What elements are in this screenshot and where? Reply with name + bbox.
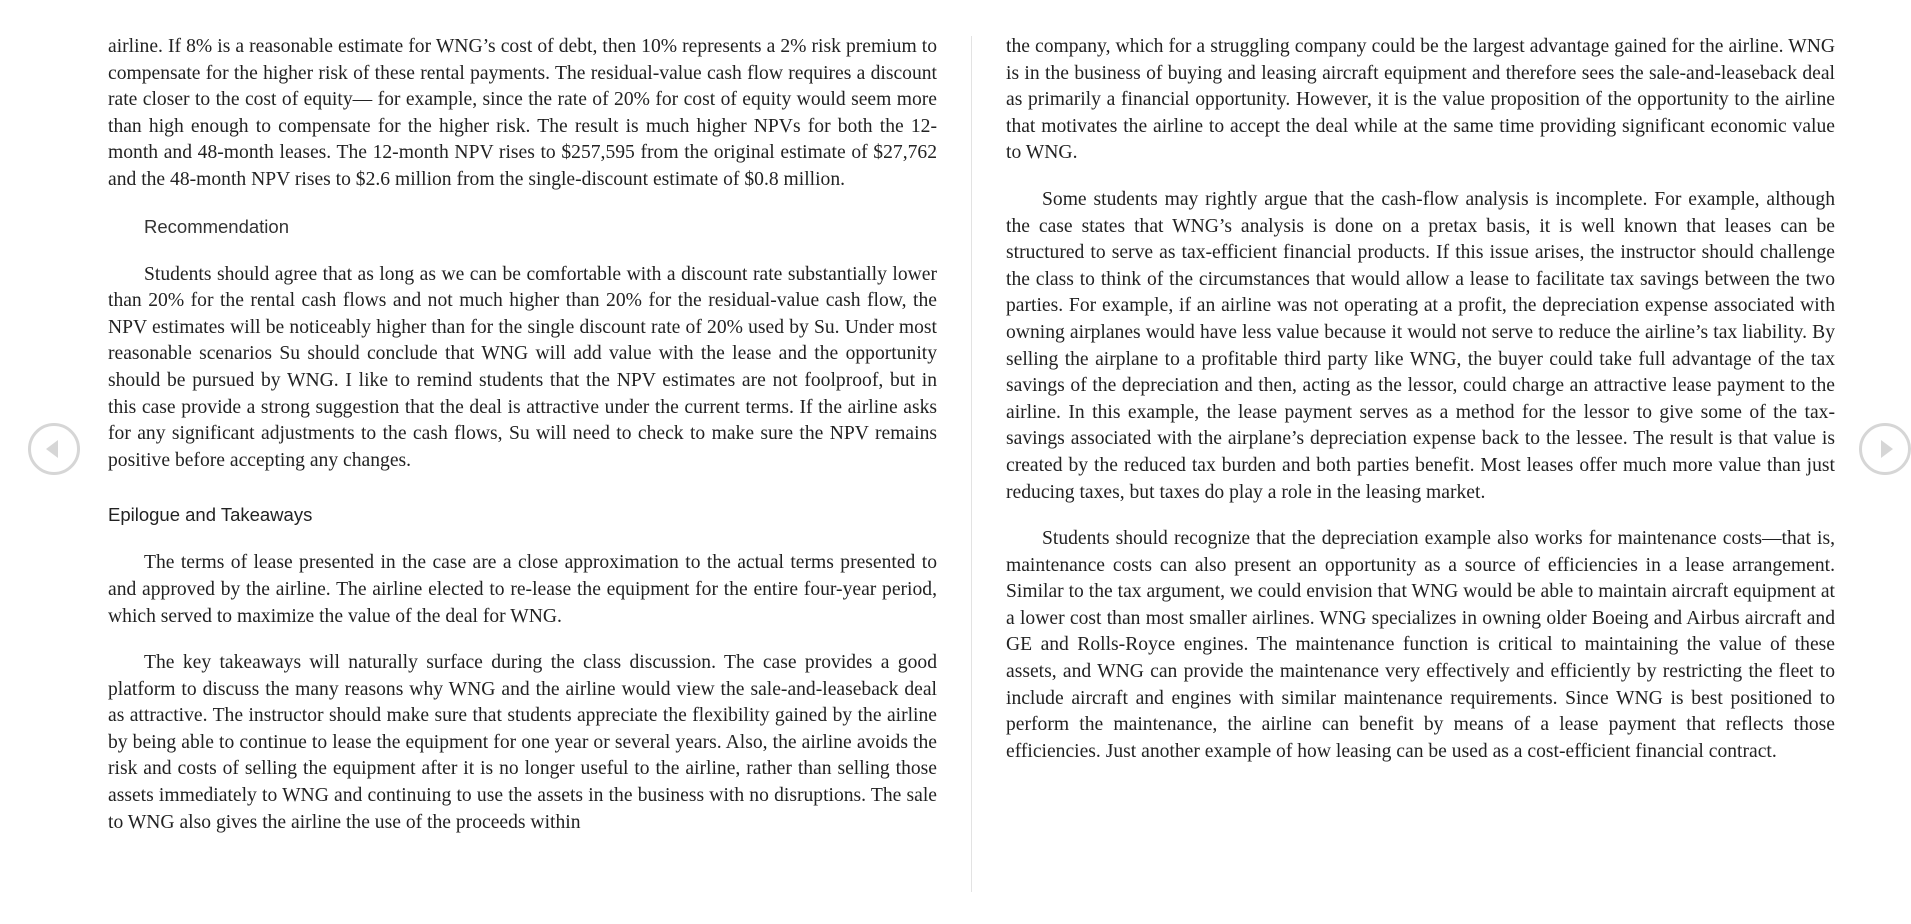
section-subheading-recommendation: Recommendation [144, 215, 289, 237]
paragraph-epilogue-1: The terms of lease presented in the case are a close approximation to the actual terms presented to and approved by the airline. The airline elected to re-lease the equipment for the entire four-year period, which served to maximize the value of the deal for WNG. [108, 552, 937, 627]
section-heading-epilogue: Epilogue and Takeaways [108, 504, 313, 526]
left-page [108, 34, 937, 856]
paragraph-maintenance-costs: Students should recognize that the depreciation example also works for maintenance costs—that is, maintenance costs can also present an opportunity as a source of efficiencies in a lease arrangement. Similar to the tax argument, we could envision that WNG would be able to maintain aircraft equipment at a lower cost than most smaller airlines. WNG specializes in owning older Boeing and Airbus aircraft and GE and Rolls-Royce engines. The maintenance function is critical to maintaining the value of these assets, and WNG can provide the maintenance very effectively and efficiently by restricting the fleet to include aircraft and engines with similar maintenance requirements. Since WNG is best positioned to perform the maintenance, the airline can benefit by means of a lease payment that reflects those efficiencies. Just another example of how leasing can be used as a cost-efficient financial contract. [1006, 528, 1835, 762]
chevron-left-icon [31, 426, 77, 472]
chevron-right-icon [1862, 426, 1908, 472]
paragraph-recommendation: Students should agree that as long as we can be comfortable with a discount rate substantially lower than 20% for the rental cash flows and not much higher than 20% for the residual-value cash flow, the NPV estimates will be noticeably higher than for the single discount rate of 20% used by Su. Under most reasonable scenarios Su should conclude that WNG will add value with the lease and the opportunity should be pursued by WNG. I like to remind students that the NPV estimates are not foolproof, but in this case provide a strong suggestion that the deal is attractive under the current terms. If the airline asks for any significant adjustments to the cash flows, Su will need to check to make sure the NPV remains positive before accepting any changes. [108, 263, 937, 471]
previous-page-button[interactable] [28, 423, 80, 475]
paragraph-epilogue-2: The key takeaways will naturally surface during the class discussion. The case provides a good platform to discuss the many reasons why WNG and the airline would view the sale-and-leaseback deal as attractive. The instructor should make sure that students appreciate the flexibility gained by the airline by being able to continue to lease the equipment for one year or several years. Also, the airline avoids the risk and costs of selling the equipment after it is no longer useful to the airline, rather than selling those assets immediately to WNG and continuing to use the assets in the business with no disruptions. The sale to WNG also gives the airline the use of the proceeds within [108, 652, 937, 833]
paragraph-continued-right: the company, which for a struggling company could be the largest advantage gained for the airline. WNG is in the business of buying and leasing aircraft equipment and therefore sees the sale-and-leaseback deal as primarily a financial opportunity. However, it is the value proposition of the opportunity to the airline that motivates the airline to accept the deal while at the same time providing significant economic value to WNG. [1006, 36, 1835, 164]
page-divider [971, 36, 972, 892]
paragraph-tax-efficiency: Some students may rightly argue that the cash-flow analysis is incomplete. For example, although the case states that WNG’s analysis is done on a pretax basis, it is well known that leases can be structured to serve as tax-efficient financial products. If this issue arises, the instructor should challenge the class to think of the circumstances that would allow a lease to facilitate tax savings between the two parties. For example, if an airline was not operating at a profit, the depreciation expense associated with owning airplanes would have less value because it would not serve to reduce the airline’s tax liability. By selling the airplane to a profitable third party like WNG, the buyer could take full advantage of the tax savings of the depreciation and then, acting as the lessor, could charge an attractive lease payment to the airline. In this example, the lease payment serves as a method for the lessor to give some of the tax-savings associated with the airplane’s depreciation expense back to the lessee. The result is that value is created by the reduced tax burden and both parties benefit. Most leases offer much more value than just reducing taxes, but taxes do play a role in the leasing market. [1006, 188, 1835, 503]
paragraph-continued: airline. If 8% is a reasonable estimate for WNG’s cost of debt, then 10% represents a 2% risk premium to compensate for the higher risk of these rental payments. The residual-value cash flow requires a discount rate closer to the cost of equity— for example, since the rate of 20% for cost of equity would seem more than high enough to compensate for the higher risk. The result is much higher NPVs for both the 12-month and 48-month leases. The 12-month NPV rises to $257,595 from the original estimate of $27,762 and the 48-month NPV rises to $2.6 million from the single-discount estimate of $0.8 million. [108, 36, 937, 190]
right-page [1006, 34, 1835, 785]
next-page-button[interactable] [1859, 423, 1911, 475]
